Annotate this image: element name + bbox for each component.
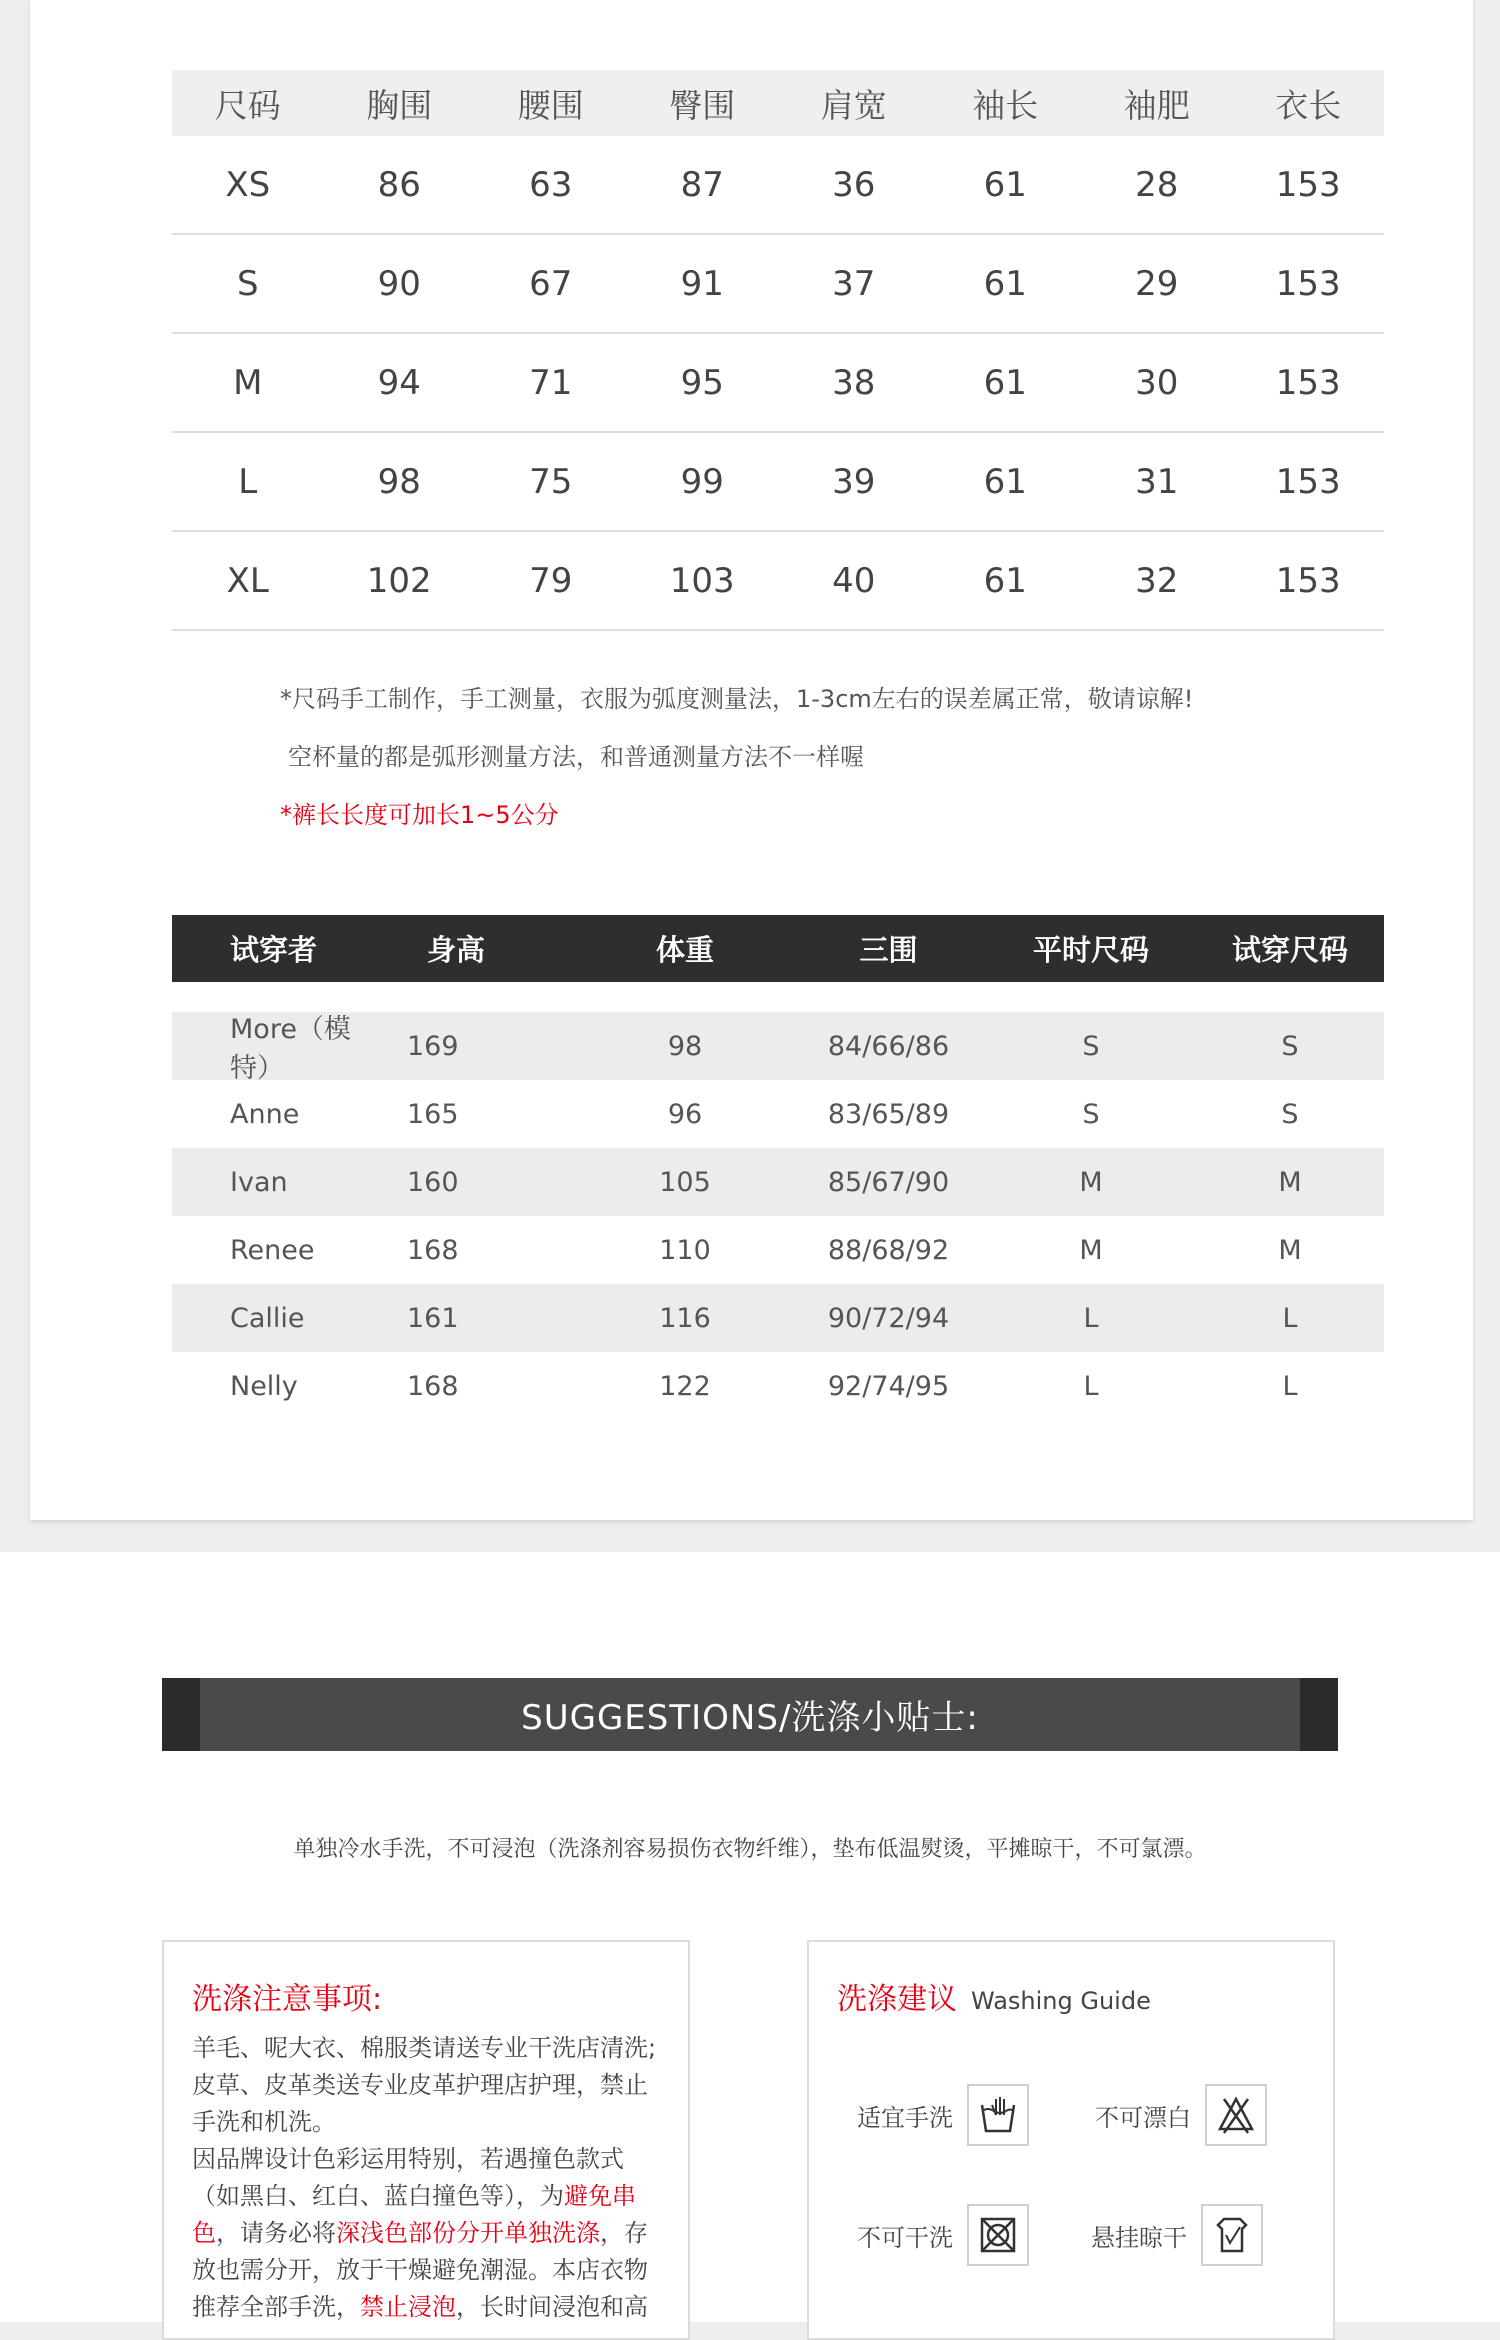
table-cell: 36 <box>778 136 930 234</box>
care-item-no-dry-clean <box>857 2204 1029 2266</box>
table-cell: 94 <box>324 333 476 432</box>
tester-usual-size: L <box>1083 1302 1099 1334</box>
table-cell: 61 <box>930 333 1082 432</box>
tester-weight: 116 <box>659 1302 711 1334</box>
header-hip: 臀围 <box>627 70 779 136</box>
highlight-text: 深浅色部份分开单独洗涤 <box>336 2219 600 2247</box>
header-tester: 试穿者 <box>230 933 318 967</box>
table-row <box>172 1148 1384 1216</box>
tester-height: 161 <box>407 1302 459 1334</box>
washing-guide-title-en: Washing Guide <box>971 1987 1151 2015</box>
table-cell: 67 <box>475 234 627 333</box>
tester-measurements: 85/67/90 <box>827 1166 950 1198</box>
washing-notes-text <box>192 2030 670 2326</box>
table-cell: 79 <box>475 531 627 630</box>
table-cell: XS <box>172 136 324 234</box>
table-row <box>172 1012 1384 1084</box>
suggestions-banner <box>162 1678 1338 1751</box>
tester-measurements: 83/65/89 <box>827 1098 950 1130</box>
header-height: 身高 <box>427 933 486 967</box>
header-sleeve-width: 袖肥 <box>1081 70 1233 136</box>
tester-measurements: 92/74/95 <box>827 1370 950 1402</box>
table-cell: 29 <box>1081 234 1233 333</box>
header-trial-size: 试穿尺码 <box>1231 933 1348 967</box>
tester-trial-size: M <box>1278 1234 1302 1266</box>
table-row <box>172 333 1384 432</box>
note-cup: 空杯量的都是弧形测量方法，和普通测量方法不一样喔 <box>288 743 864 771</box>
no-bleach-icon <box>1205 2084 1267 2146</box>
tester-name: Anne <box>230 1098 300 1130</box>
header-measurements: 三围 <box>859 933 918 967</box>
table-cell: 61 <box>930 234 1082 333</box>
table-cell: XL <box>172 531 324 630</box>
size-table <box>172 70 1384 631</box>
washing-notes-p1: 羊毛、呢大衣、棉服类请送专业干洗店清洗;皮草、皮革类送专业皮革护理店护理，禁止手洗和机洗。 <box>192 2034 657 2136</box>
header-waist: 腰围 <box>475 70 627 136</box>
table-row <box>172 1080 1384 1148</box>
care-label: 悬挂晾干 <box>1091 2223 1187 2252</box>
table-cell: M <box>172 333 324 432</box>
tester-name: Ivan <box>230 1166 288 1198</box>
table-row <box>172 1284 1384 1352</box>
table-row <box>172 1352 1384 1420</box>
highlight-text: 禁止浸泡 <box>360 2293 456 2321</box>
tester-usual-size: L <box>1083 1370 1099 1402</box>
table-cell: 153 <box>1233 531 1385 630</box>
tester-trial-size: S <box>1281 1030 1299 1062</box>
header-sleeve-length: 袖长 <box>930 70 1082 136</box>
washing-guide-title <box>837 1974 1151 2018</box>
tester-weight: 96 <box>667 1098 703 1130</box>
table-cell: 40 <box>778 531 930 630</box>
table-cell: 95 <box>627 333 779 432</box>
tester-name: Nelly <box>230 1370 298 1402</box>
table-cell: 91 <box>627 234 779 333</box>
tester-usual-size: M <box>1079 1166 1103 1198</box>
washing-notes-box <box>162 1940 690 2340</box>
table-cell: 90 <box>324 234 476 333</box>
tester-weight: 98 <box>667 1030 703 1062</box>
table-cell: 75 <box>475 432 627 531</box>
table-cell: 39 <box>778 432 930 531</box>
table-cell: 30 <box>1081 333 1233 432</box>
tester-weight: 122 <box>659 1370 711 1402</box>
note-pants-length: *裤长长度可加长1~5公分 <box>280 801 559 829</box>
table-cell: 87 <box>627 136 779 234</box>
tester-height: 160 <box>407 1166 459 1198</box>
table-row <box>172 432 1384 531</box>
care-label: 不可干洗 <box>857 2223 953 2252</box>
table-cell: 153 <box>1233 333 1385 432</box>
table-cell: 98 <box>324 432 476 531</box>
washing-tip: 单独冷水手洗，不可浸泡（洗涤剂容易损伤衣物纤维），垫布低温熨烫，平摊晾干，不可氯漂。 <box>293 1837 1207 1862</box>
care-item-no-bleach <box>1095 2084 1267 2146</box>
note-measurement: *尺码手工制作，手工测量，衣服为弧度测量法，1-3cm左右的误差属正常，敬请谅解! <box>280 685 1194 713</box>
table-cell: 31 <box>1081 432 1233 531</box>
tester-usual-size: S <box>1082 1030 1100 1062</box>
table-cell: 61 <box>930 136 1082 234</box>
tester-trial-size: M <box>1278 1166 1302 1198</box>
tester-weight: 105 <box>659 1166 711 1198</box>
table-cell: 63 <box>475 136 627 234</box>
header-shoulder: 肩宽 <box>778 70 930 136</box>
tester-name: Callie <box>230 1302 305 1334</box>
header-bust: 胸围 <box>324 70 476 136</box>
washing-guide-box <box>807 1940 1335 2340</box>
no-dry-clean-icon <box>967 2204 1029 2266</box>
tester-height: 168 <box>407 1370 459 1402</box>
care-item-hang-dry <box>1091 2204 1263 2266</box>
fitting-table-header <box>172 915 1384 982</box>
header-size: 尺码 <box>172 70 324 136</box>
tester-measurements: 90/72/94 <box>827 1302 950 1334</box>
tester-trial-size: L <box>1282 1302 1298 1334</box>
table-cell: 103 <box>627 531 779 630</box>
table-cell: 99 <box>627 432 779 531</box>
tester-trial-size: L <box>1282 1370 1298 1402</box>
tester-height: 168 <box>407 1234 459 1266</box>
tester-trial-size: S <box>1281 1098 1299 1130</box>
table-cell: L <box>172 432 324 531</box>
care-label: 不可漂白 <box>1095 2103 1191 2132</box>
washing-notes-p2 <box>192 2141 670 2326</box>
text-segment: ，长时间浸泡和高 <box>456 2293 648 2321</box>
table-row <box>172 234 1384 333</box>
tester-name: Renee <box>230 1234 315 1266</box>
table-cell: 37 <box>778 234 930 333</box>
table-cell: 38 <box>778 333 930 432</box>
header-length: 衣长 <box>1233 70 1385 136</box>
tester-height: 169 <box>407 1030 459 1062</box>
fitting-table <box>172 1012 1384 1420</box>
tester-measurements: 84/66/86 <box>827 1030 950 1062</box>
care-item-hand-wash <box>857 2084 1029 2146</box>
text-segment: 因品牌设计色彩运用特别，若遇撞色款式（如黑白、红白、蓝白撞色等），为 <box>192 2145 624 2210</box>
table-cell: 71 <box>475 333 627 432</box>
table-row <box>172 1216 1384 1284</box>
tester-usual-size: M <box>1079 1234 1103 1266</box>
table-cell: 153 <box>1233 234 1385 333</box>
table-cell: 102 <box>324 531 476 630</box>
suggestions-title: SUGGESTIONS/洗涤小贴士: <box>200 1678 1300 1751</box>
size-table-header <box>172 70 1384 136</box>
table-cell: 32 <box>1081 531 1233 630</box>
highlight-text: 避免串色 <box>192 2182 636 2247</box>
tester-name: More（模特） <box>230 1014 351 1084</box>
table-cell: S <box>172 234 324 333</box>
hang-dry-icon <box>1201 2204 1263 2266</box>
header-usual-size: 平时尺码 <box>1032 933 1149 967</box>
table-cell: 61 <box>930 432 1082 531</box>
table-cell: 153 <box>1233 136 1385 234</box>
table-cell: 61 <box>930 531 1082 630</box>
text-segment: ，存放也需分开，放于干燥避免潮湿。本店衣物推荐全部手洗， <box>192 2219 648 2321</box>
table-row <box>172 136 1384 234</box>
tester-measurements: 88/68/92 <box>827 1234 950 1266</box>
tester-usual-size: S <box>1082 1098 1100 1130</box>
table-cell: 86 <box>324 136 476 234</box>
text-segment: ，请务必将 <box>216 2219 336 2247</box>
washing-guide-title-cn: 洗涤建议 <box>837 1982 957 2017</box>
size-chart-card <box>30 0 1473 1520</box>
table-row <box>172 531 1384 630</box>
washing-notes-title: 洗涤注意事项: <box>192 1982 383 2017</box>
care-label: 适宜手洗 <box>857 2103 953 2132</box>
table-cell: 153 <box>1233 432 1385 531</box>
table-cell: 28 <box>1081 136 1233 234</box>
tester-weight: 110 <box>659 1234 711 1266</box>
size-notes <box>280 678 1380 852</box>
tester-height: 165 <box>407 1098 459 1130</box>
hand-wash-icon <box>967 2084 1029 2146</box>
header-weight: 体重 <box>655 933 714 967</box>
